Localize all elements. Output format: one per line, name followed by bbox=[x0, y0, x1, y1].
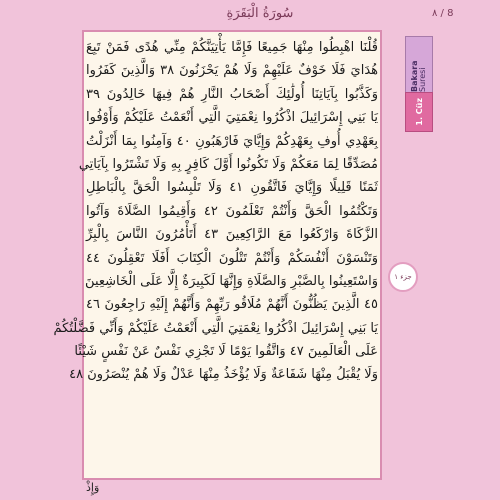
verse-line: وَاسْتَعِينُوا بِالصَّبْرِ وَالصَّلَاةِ وَإِنَّهَا لَكَبِيرَةٌ إِلَّا عَلَى الْخَاشِعِينَ bbox=[85, 273, 378, 289]
verse-line: وَتَكْتُمُوا الْحَقَّ وَأَنْتُمْ تَعْلَمُونَ ٤٢ وَأَقِيمُوا الصَّلَاةَ وَآتُوا bbox=[86, 203, 378, 219]
verse-line: يَا بَنِي إِسْرَائِيلَ اذْكُرُوا نِعْمَتِيَ الَّتِي أَنْعَمْتُ عَلَيْكُمْ وَأَنِّي فَضَّلْتُكُمْ bbox=[53, 320, 378, 336]
verse-line: هُدَايَ فَلَا خَوْفٌ عَلَيْهِمْ وَلَا هُمْ يَحْزَنُونَ ٣٨ وَالَّذِينَ كَفَرُوا bbox=[86, 63, 379, 79]
verse-line: عَلَى الْعَالَمِينَ ٤٧ وَاتَّقُوا يَوْمًا لَا تَجْزِي نَفْسٌ عَنْ نَفْسٍ شَيْئًا bbox=[74, 344, 378, 360]
verse-lines bbox=[53, 36, 379, 387]
verse-line: قُلْنَا اهْبِطُوا مِنْهَا جَمِيعًا فَإِمَّا يَأْتِيَنَّكُمْ مِنِّي هُدًى فَمَنْ تَبِعَ bbox=[86, 40, 378, 55]
juz-side-tab[interactable] bbox=[405, 92, 433, 132]
verse-line: ٤٥ الَّذِينَ يَظُنُّونَ أَنَّهُمْ مُلَاقُو رَبِّهِمْ وَأَنَّهُمْ إِلَيْهِ رَاجِعُونَ ٤٦ bbox=[86, 297, 378, 313]
surah-side-tab[interactable] bbox=[405, 36, 433, 93]
page-number: ٨ / 8 bbox=[432, 8, 454, 19]
surah-tab-label: Suresi bbox=[418, 67, 427, 92]
verse-line: ثَمَنًا قَلِيلًا وَإِيَّايَ فَاتَّقُونِ ٤١ وَلَا تَلْبِسُوا الْحَقَّ بِالْبَاطِلِ bbox=[86, 180, 378, 196]
verse-line: يَا بَنِي إِسْرَائِيلَ اذْكُرُوا نِعْمَتِيَ الَّتِي أَنْعَمْتُ عَلَيْكُمْ وَأَوْفُوا bbox=[86, 110, 378, 126]
juz-tab-label: 1. Cüz bbox=[414, 98, 424, 126]
verse-line: وَكَذَّبُوا بِآيَاتِنَا أُولَٰئِكَ أَصْحَابُ النَّارِ هُمْ فِيهَا خَالِدُونَ ٣٩ bbox=[86, 86, 378, 102]
hizb-medallion-icon: جزء ١ bbox=[388, 262, 418, 292]
verse-line: وَلَا يُقْبَلُ مِنْهَا شَفَاعَةٌ وَلَا يُؤْخَذُ مِنْهَا عَدْلٌ وَلَا هُمْ يُنْصَرُونَ ٤٨ bbox=[69, 367, 378, 383]
catchword: وَإِذْ bbox=[86, 481, 100, 494]
surah-title: سُورَةُ الْبَقَرَةِ bbox=[226, 6, 294, 21]
verse-line: مُصَدِّقًا لِمَا مَعَكُمْ وَلَا تَكُونُوا أَوَّلَ كَافِرٍ بِهِ وَلَا تَشْتَرُوا بِآيَاتِي bbox=[78, 156, 378, 172]
verse-line: بِعَهْدِي أُوفِ بِعَهْدِكُمْ وَإِيَّايَ فَارْهَبُونِ ٤٠ وَآمِنُوا بِمَا أَنْزَلْتُ bbox=[86, 133, 379, 149]
verse-line: الزَّكَاةَ وَارْكَعُوا مَعَ الرَّاكِعِينَ ٤٣ أَتَأْمُرُونَ النَّاسَ بِالْبِرِّ bbox=[86, 227, 378, 243]
verse-line: وَتَنْسَوْنَ أَنْفُسَكُمْ وَأَنْتُمْ تَتْلُونَ الْكِتَابَ أَفَلَا تَعْقِلُونَ ٤٤ bbox=[86, 250, 378, 266]
surah-tab-name: Bakara bbox=[410, 60, 419, 92]
